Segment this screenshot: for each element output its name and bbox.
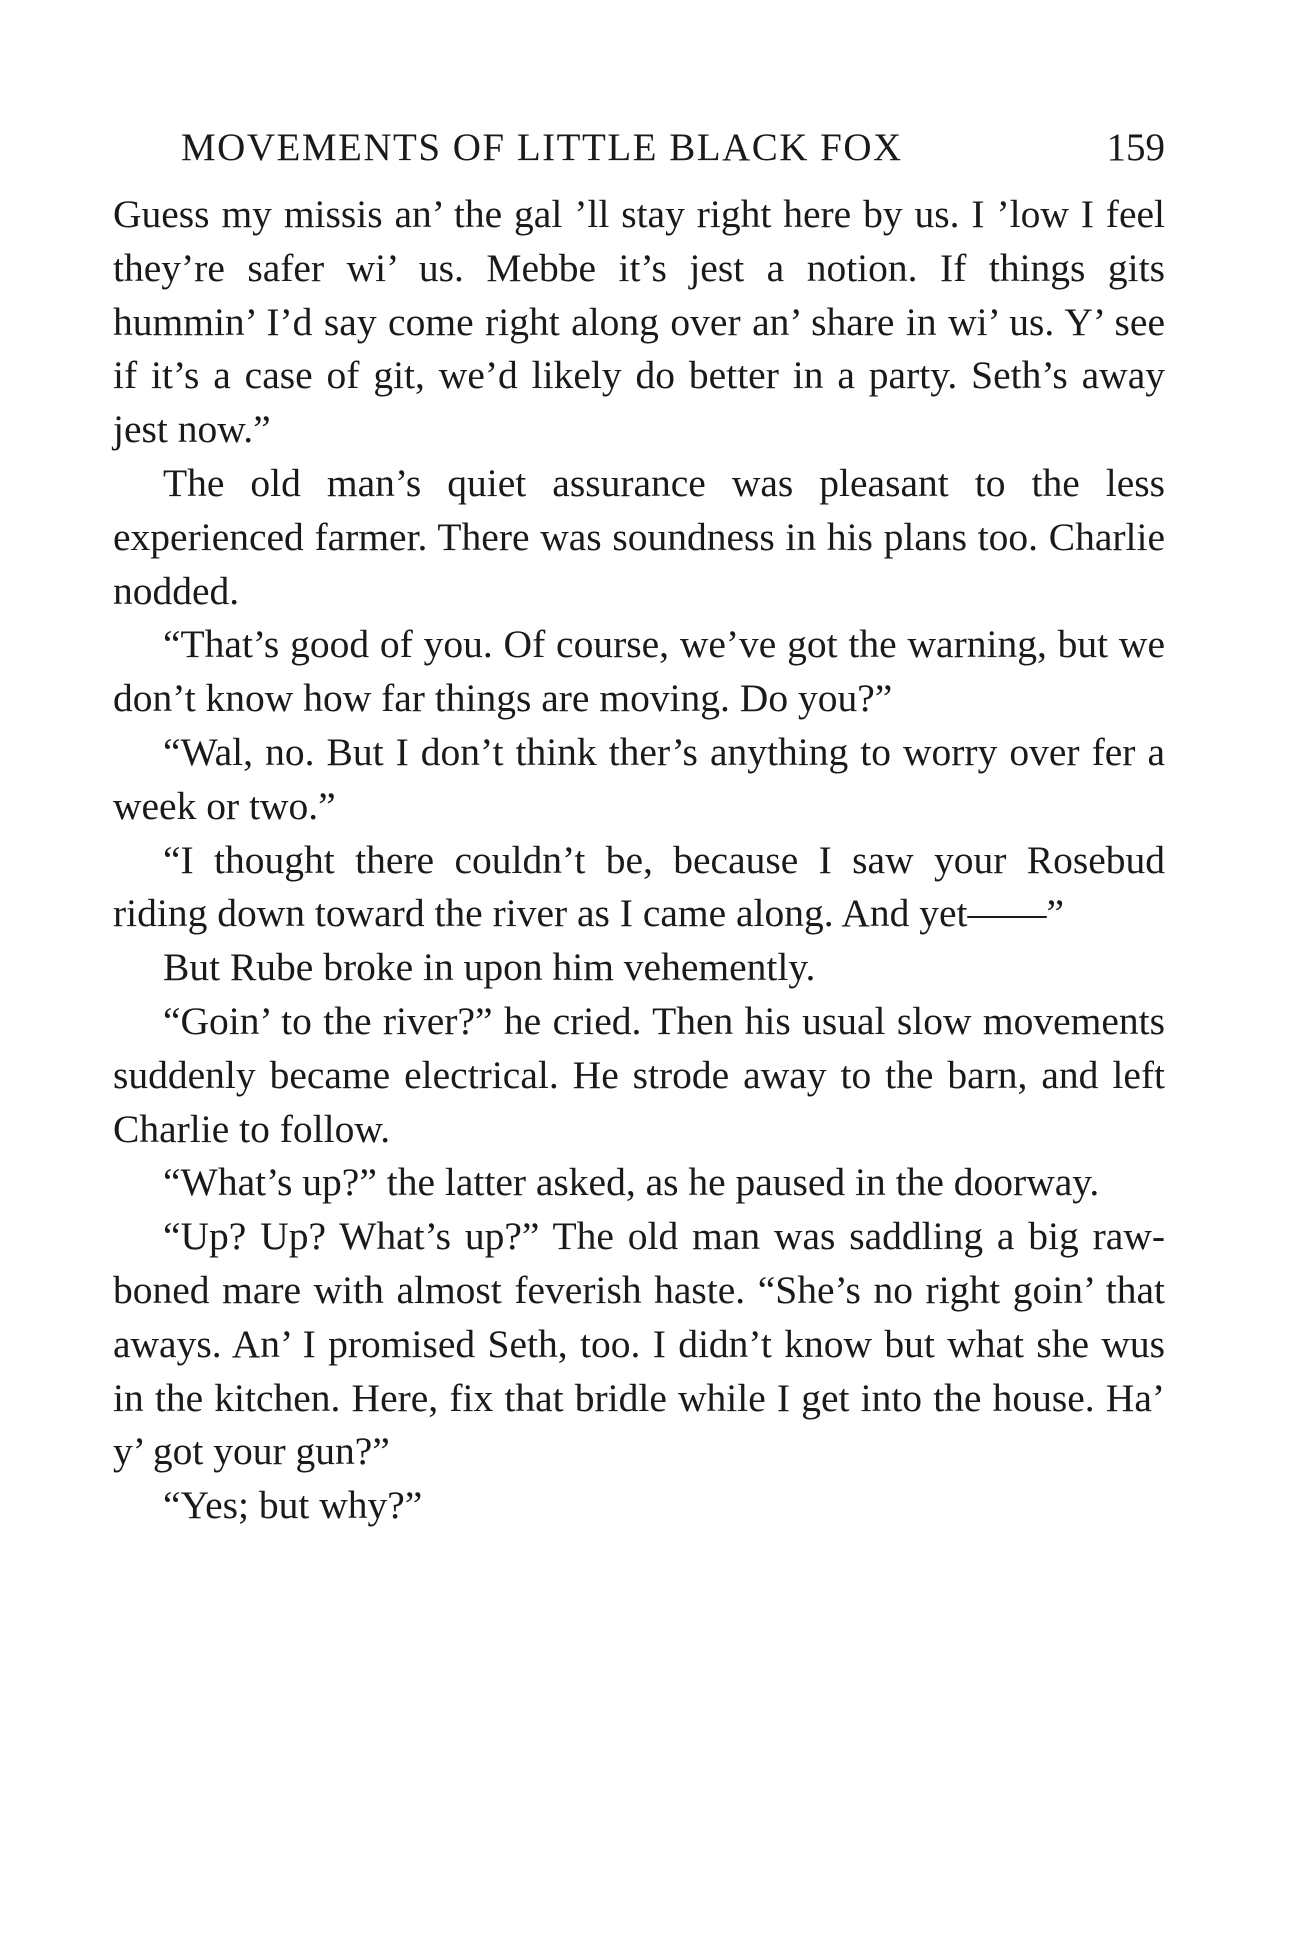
page-number: 159: [1106, 126, 1165, 169]
paragraph: “Up? Up? What’s up?” The old man was saddling a big raw-boned mare with almost feverish haste. “She’s no right goin’ that aways. An’ I promised Seth, too. I didn’t know but what she wus in the kitchen. Here, fix that bridle while I get into the house. Ha’ y’ got your gun?”: [113, 1214, 1165, 1474]
paragraph: But Rube broke in upon him vehemently.: [163, 945, 816, 990]
paragraph: “That’s good of you. Of course, we’ve got the warning, but we don’t know how far things are moving. Do you?”: [113, 622, 1165, 721]
paragraph: “Yes; but why?”: [163, 1483, 423, 1528]
paragraph-continuation: Guess my missis an’ the gal ’ll stay right here by us. I ’low I feel they’re safer wi’ us. Mebbe it’s jest a notion. If things gits hummin’ I’d say come right along over an’ share in wi’ us. Y’ see if it’s a case of git, we’d likely do better in a party. Seth’s away jest now.”: [113, 192, 1165, 452]
running-title: MOVEMENTS OF LITTLE BLACK FOX: [181, 126, 903, 169]
book-page: [113, 118, 1165, 1533]
body-text: [113, 188, 1165, 1533]
paragraph: The old man’s quiet assurance was pleasant to the less experienced farmer. There was soundness in his plans too. Charlie nodded.: [113, 460, 1165, 613]
paragraph: “What’s up?” the latter asked, as he paused in the doorway.: [163, 1160, 1100, 1205]
paragraph: “Wal, no. But I don’t think ther’s anything to worry over fer a week or two.”: [113, 729, 1165, 828]
running-header: [113, 118, 1165, 178]
paragraph: “I thought there couldn’t be, because I saw your Rosebud riding down toward the river as I came along. And yet——”: [113, 837, 1165, 936]
paragraph: “Goin’ to the river?” he cried. Then his usual slow movements suddenly became electrical. He strode away to the barn, and left Charlie to follow.: [113, 998, 1165, 1151]
